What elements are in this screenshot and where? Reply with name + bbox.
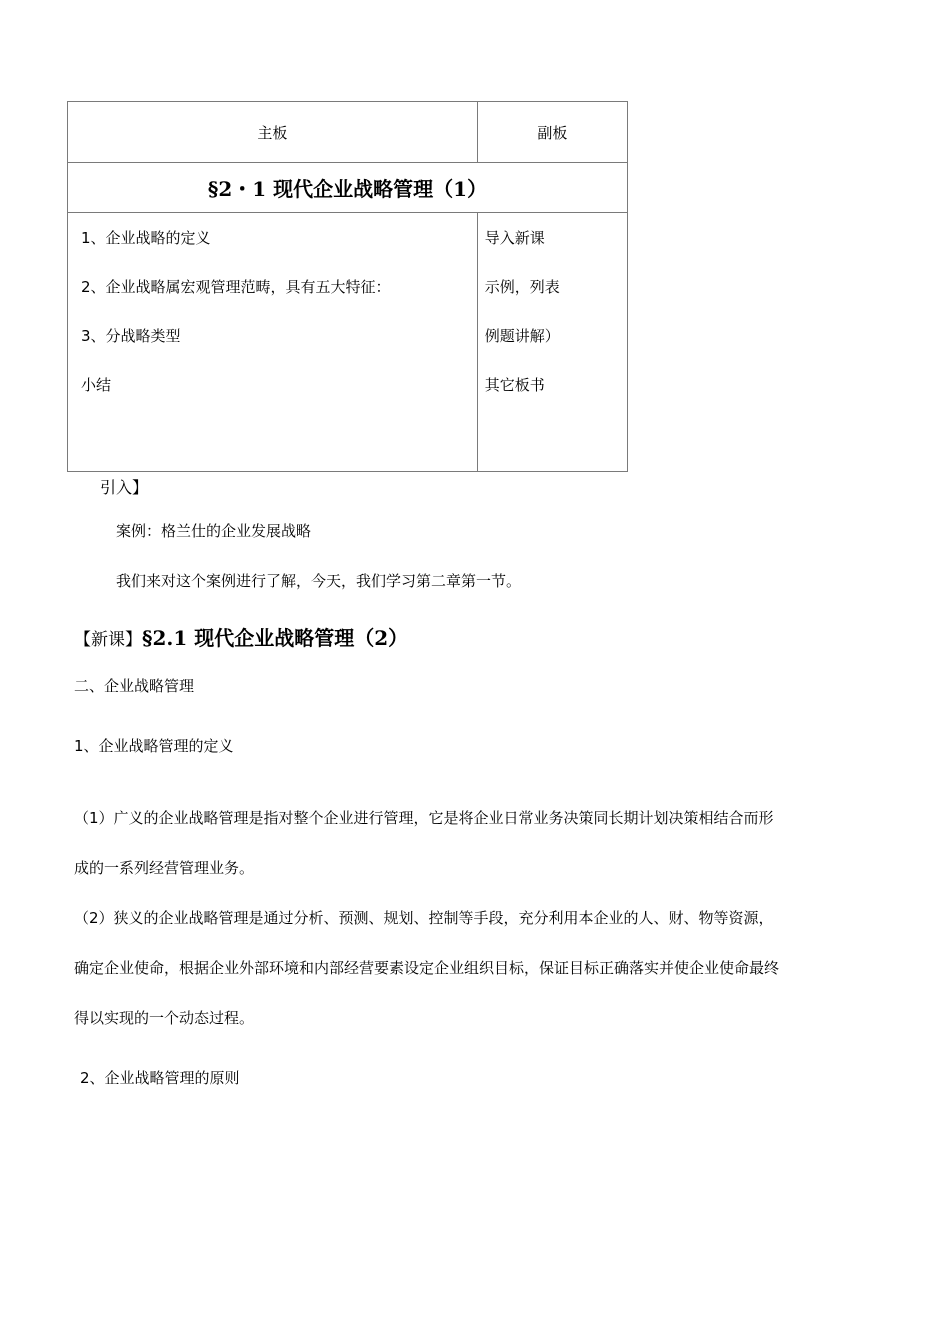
new-lesson-bracket-label: 【新课】 xyxy=(74,630,142,650)
main-item-strategy-types: 3、分战略类型 xyxy=(81,327,181,345)
side-item-other-notes: 其它板书 xyxy=(484,376,545,394)
main-item-definition: 1、企业战略的定义 xyxy=(81,229,211,247)
lesson-title: §2・1 现代企业战略管理（1） xyxy=(207,177,488,201)
side-item-examples: 示例，列表 xyxy=(484,278,560,296)
lesson-title-cell xyxy=(68,163,628,213)
header-side-board xyxy=(477,102,627,163)
main-item-summary: 小结 xyxy=(81,376,112,394)
broad-definition-line-2: 成的一系列经营管理业务。 xyxy=(74,859,255,877)
new-lesson-heading xyxy=(74,625,408,653)
main-item-features: 2、企业战略属宏观管理范畴，具有五大特征： xyxy=(81,278,391,296)
board-plan-table xyxy=(67,101,628,472)
intro-label: 引入】 xyxy=(100,478,149,497)
side-board-content xyxy=(477,213,627,472)
header-main-board xyxy=(68,102,478,163)
point-two-heading: 2、企业战略管理的原则 xyxy=(80,1069,240,1087)
section-two-heading: 二、企业战略管理 xyxy=(74,677,195,695)
narrow-definition-line-1: （2）狭义的企业战略管理是通过分析、预测、规划、控制等手段，充分利用本企业的人、财、物等资源， xyxy=(74,909,774,927)
side-item-worked-examples: 例题讲解） xyxy=(484,327,560,345)
main-board-content xyxy=(68,213,478,472)
header-main-label: 主板 xyxy=(257,123,288,142)
header-side-label: 副板 xyxy=(537,123,568,142)
narrow-definition-line-2: 确定企业使命，根据企业外部环境和内部经营要素设定企业组织目标，保证目标正确落实并使企业使命最终 xyxy=(74,959,780,977)
intro-transition-line: 我们来对这个案例进行了解，今天，我们学习第二章第一节。 xyxy=(116,572,522,590)
narrow-definition-line-3: 得以实现的一个动态过程。 xyxy=(74,1009,255,1027)
new-lesson-title: §2.1 现代企业战略管理（2） xyxy=(142,626,409,650)
broad-definition-line-1: （1）广义的企业战略管理是指对整个企业进行管理，它是将企业日常业务决策同长期计划决策相结合而形 xyxy=(74,809,774,827)
side-item-intro: 导入新课 xyxy=(484,229,545,247)
intro-case-line: 案例：格兰仕的企业发展战略 xyxy=(116,522,312,540)
point-one-heading: 1、企业战略管理的定义 xyxy=(74,737,234,755)
